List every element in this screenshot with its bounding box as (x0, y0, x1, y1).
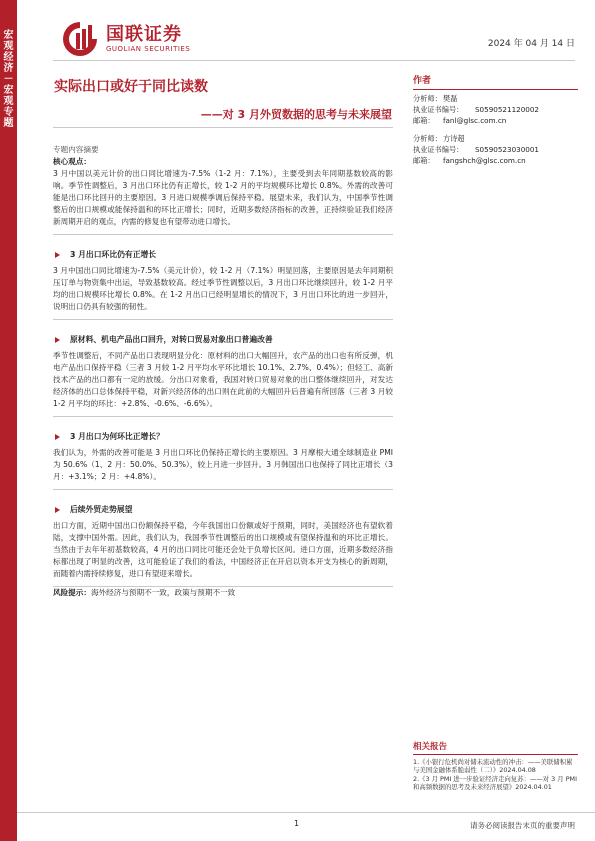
risk-warning (53, 587, 393, 599)
section-heading (53, 334, 393, 346)
footer-divider (17, 812, 595, 813)
section-divider (53, 416, 393, 417)
section-paragraph: 季节性调整后，不同产品出口表现明显分化：原材料的出口大幅回升，农产品的出口也有所反弹，机电产品出口保持平稳（三者 3 月较 1-2 月平均水平环比增长 10.1%、2.7%、0.4%）；但轻工、高新技术产品的出口都有一定的放缓。分出口对象看，我国对转口贸易对象的出口整体继续回升，对发达经济体的出口总体保持平稳，对新兴经济体的出口则在此前的大幅回升后普遍有所回落（三者 3 月较 1-2 月平均的环比：+2.8%、-0.6%、-6.6%）。 (53, 351, 393, 408)
email-row (413, 155, 578, 166)
footer-disclaimer: 请务必阅读报告末页的重要声明 (470, 821, 575, 830)
report-title: 实际出口或好于同比读数 (54, 79, 208, 95)
core-points-title: 核心观点： (53, 157, 91, 166)
email-label: 邮箱： (413, 156, 435, 165)
section-heading (53, 249, 393, 261)
cert-label: 执业证书编号： (413, 145, 464, 154)
cert-row (413, 104, 578, 115)
section-heading (53, 504, 393, 516)
triangle-bullet-icon (55, 337, 60, 343)
email-label: 邮箱： (413, 116, 435, 125)
report-date: 2024 年 04 月 14 日 (487, 39, 575, 49)
risk-label: 风险提示： (53, 588, 91, 597)
section-heading-text: 原材料、机电产品出口回升，对转口贸易对象出口普遍改善 (70, 335, 273, 344)
related-report-link[interactable]: 2.《3 月 PMI 进一步验证经济走向复苏：——对 3 月 PMI 和高频数据的思考及未来经济展望》2024.04.01 (413, 774, 577, 791)
main-content (53, 144, 393, 599)
page-number: 1 (294, 819, 300, 828)
section-divider (53, 234, 393, 235)
logo-mark-icon (60, 19, 100, 59)
section-divider (53, 319, 393, 320)
side-category-label: 宏观经济－宏观专题 (3, 30, 14, 129)
analyst-label: 分析师： (413, 134, 442, 143)
section-paragraph: 3 月中国出口同比增速为-7.5%（美元计价），较 1-2 月（7.1%）明显回落，主要原因是去年同期积压订单与物资集中出运，导致基数较高。经过季节性调整以后，3 月出口环比继续回升，较 1-2 月平均的出口规模环比增长 0.8%。在 1-2 月出口已经明显增长的情况下，3 月出口环比的进一步回升，说明出口仍具有较强的韧性。 (53, 266, 393, 311)
section-heading (53, 431, 393, 443)
core-points-paragraph: 3 月中国以美元计价的出口同比增速为-7.5%（1-2 月：7.1%），主要受到去年同期基数较高的影响。季节性调整后，3 月出口环比仍有正增长，较 1-2 月的平均规模环比增长 0.8%。外需的改善可能是出口环比回升的主要原因。3 月进口规模季调后保持平稳。展望未来，我们认为，中国季节性调整后的出口规模或能保持温和的环比正增长；同时，近期多数经济指标的改善，正持续验证我们经济新周期开启的观点，内需的修复也有望带动进口增长。 (53, 169, 393, 226)
analyst-label: 分析师： (413, 94, 442, 103)
email-link[interactable]: fangshch@glsc.com.cn (443, 156, 526, 165)
triangle-bullet-icon (55, 434, 60, 440)
cert-row (413, 144, 578, 155)
author-panel (413, 76, 578, 166)
related-reports (413, 743, 578, 792)
related-reports-title: 相关报告 (413, 743, 578, 755)
email-row (413, 115, 578, 126)
cert-number: S0590523030001 (475, 145, 540, 154)
side-band (0, 0, 17, 841)
analyst-name: 方诗超 (443, 134, 465, 143)
section-heading-text: 3 月出口环比仍有正增长 (70, 250, 157, 259)
triangle-bullet-icon (55, 252, 60, 258)
section-divider (53, 489, 393, 490)
analyst-name: 樊磊 (443, 94, 458, 103)
section-paragraph: 出口方面，近期中国出口份额保持平稳，今年我国出口份额或好于预期，同时，美国经济也有望软着陆，支撑中国外需。因此，我们认为，我国季节性调整后的出口规模或有望保持温和的环比正增长。当然由于去年年初基数较高，4 月的出口同比可能还会处于负增长区间。进口方面，近期多数经济指标都出现了明显的改善，这可能验证了我们的看法，中国经济正在开启以资本开支为核心的新周期，而随着内需持续修复，进口有望迎来增长。 (53, 521, 393, 578)
title-divider (53, 127, 393, 128)
analyst-row (413, 93, 578, 104)
section-heading-text: 后续外贸走势展望 (70, 505, 133, 514)
analyst-row (413, 133, 578, 144)
cert-label: 执业证书编号： (413, 105, 464, 114)
cert-number: S0590521120002 (475, 105, 540, 114)
logo-name-en: GUOLIAN SECURITIES (106, 44, 191, 53)
risk-text: 海外经济与预期不一致，政策与预期不一致 (90, 588, 236, 597)
section-heading-text: 3 月出口为何环比正增长？ (70, 432, 164, 441)
company-logo (60, 19, 190, 59)
section-paragraph: 我们认为，外需的改善可能是 3 月出口环比仍保持正增长的主要原因。3 月摩根大通全球制造业 PMI 为 50.6%（1、2 月：50.0%、50.3%），较上月进一步回升。3 月韩国出口也保持了同比正增长（3 月：+3.1%；2 月：+4.8%）。 (53, 448, 393, 481)
logo-name-cn: 国联证券 (106, 23, 182, 45)
report-subtitle: ——对 3 月外贸数据的思考与未来展望 (200, 108, 392, 121)
related-report-link[interactable]: 1.《小银行危机尚对储未流动性的冲击：——美联储积累与美国金融体系脆弱性（二）》2024.04.08 (413, 757, 573, 774)
author-section-title: 作者 (413, 76, 578, 90)
triangle-bullet-icon (55, 507, 60, 513)
summary-label: 专题内容摘要 (53, 145, 99, 154)
header-divider (53, 60, 575, 61)
email-link[interactable]: fanl@glsc.com.cn (443, 116, 507, 125)
